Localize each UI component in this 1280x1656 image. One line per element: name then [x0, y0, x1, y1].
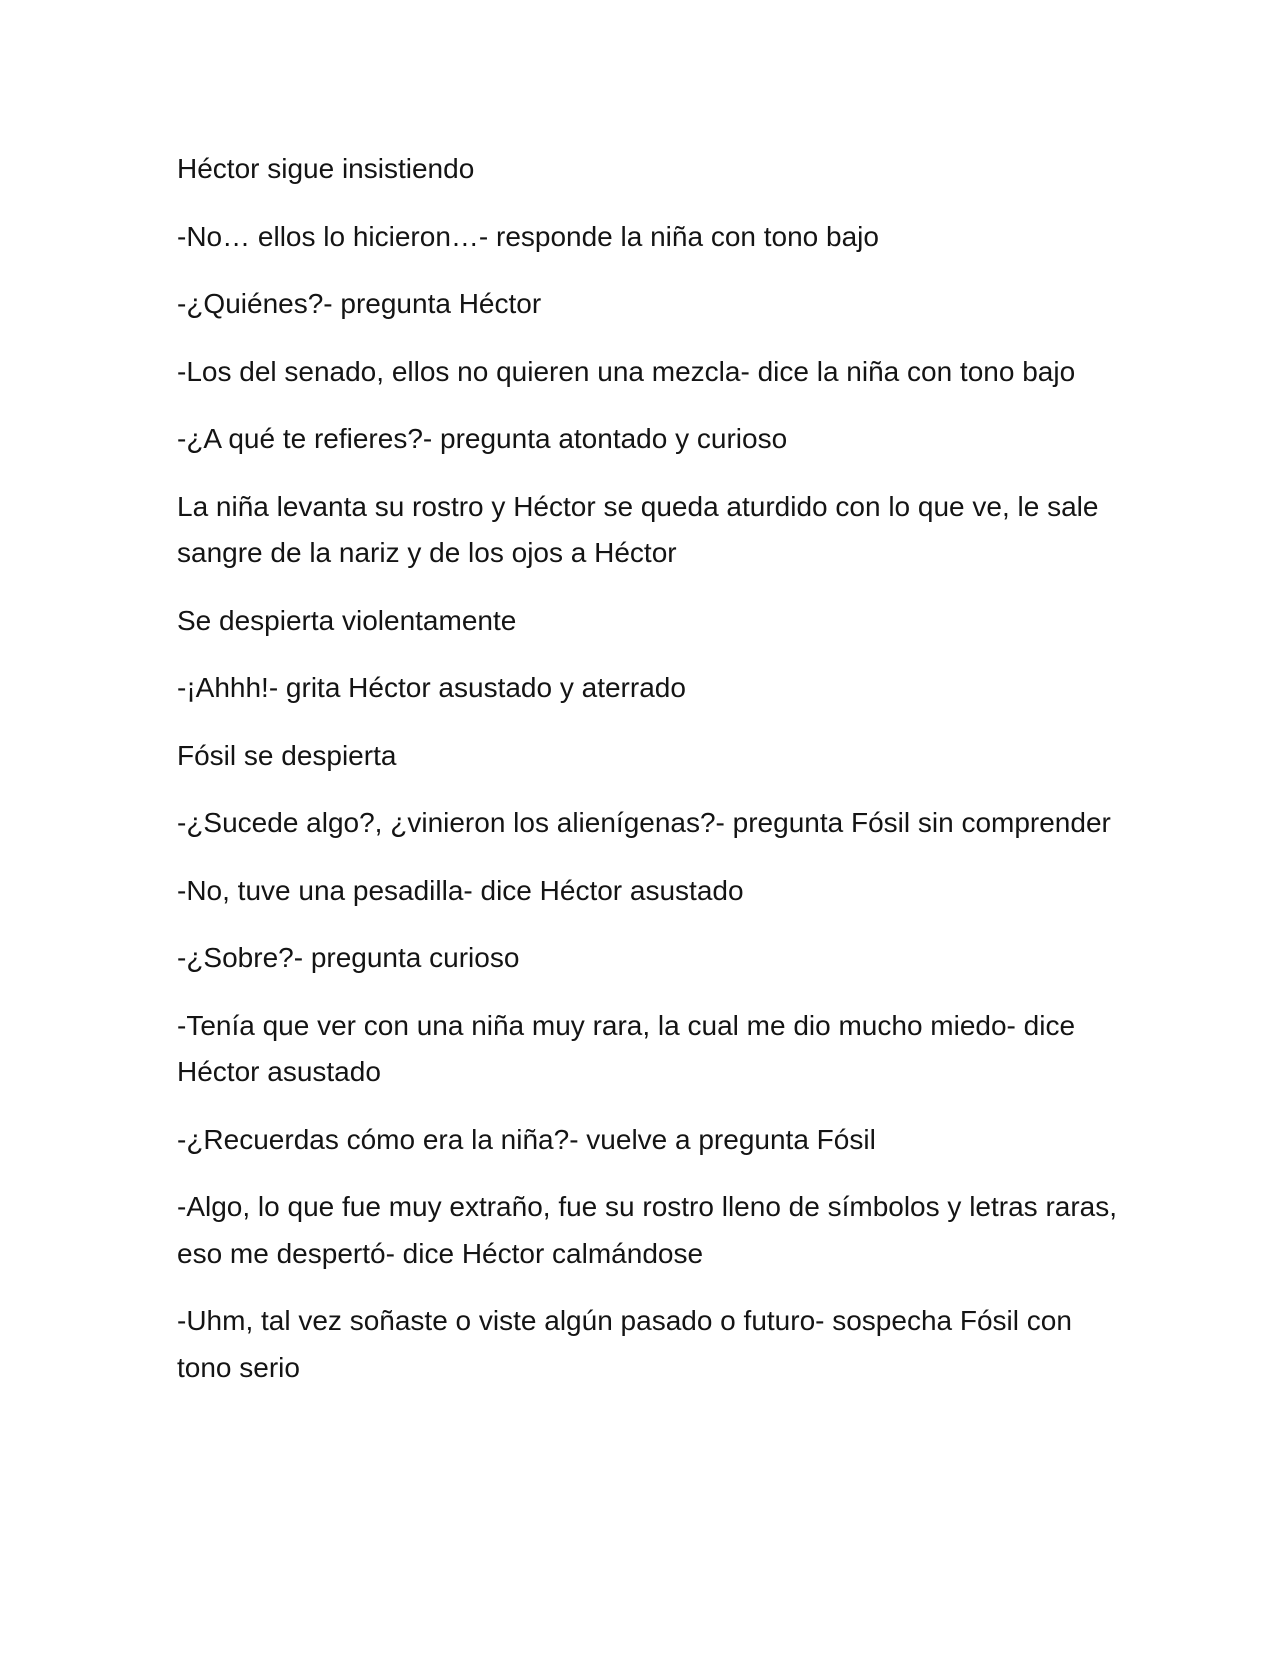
- paragraph: -Algo, lo que fue muy extraño, fue su rostro lleno de símbolos y letras raras, eso me despertó- dice Héctor calmándose: [177, 1191, 1118, 1269]
- paragraph: Se despierta violentamente: [177, 604, 517, 636]
- paragraph: -¿Recuerdas cómo era la niña?- vuelve a pregunta Fósil: [177, 1123, 876, 1155]
- paragraph: -No… ellos lo hicieron…- responde la niña con tono bajo: [177, 220, 879, 252]
- paragraph: -Uhm, tal vez soñaste o viste algún pasado o futuro- sospecha Fósil con tono serio: [177, 1305, 1072, 1383]
- paragraph: La niña levanta su rostro y Héctor se queda aturdido con lo que ve, le sale sangre de la nariz y de los ojos a Héctor: [177, 490, 1099, 568]
- paragraph: -Los del senado, ellos no quieren una mezcla- dice la niña con tono bajo: [177, 355, 1076, 387]
- document-body: [177, 146, 1117, 1412]
- paragraph: -¿Sucede algo?, ¿vinieron los alienígenas?- pregunta Fósil sin comprender: [177, 807, 1111, 838]
- paragraph: -¡Ahhh!- grita Héctor asustado y aterrado: [177, 672, 686, 703]
- paragraph: -Tenía que ver con una niña muy rara, la cual me dio mucho miedo- dice Héctor asustado: [177, 1009, 1076, 1087]
- paragraph: -¿Quiénes?- pregunta Héctor: [177, 288, 542, 319]
- paragraph: Héctor sigue insistiendo: [177, 153, 475, 184]
- paragraph: -¿Sobre?- pregunta curioso: [177, 942, 520, 973]
- paragraph: -¿A qué te refieres?- pregunta atontado y curioso: [177, 423, 788, 454]
- paragraph: Fósil se despierta: [177, 739, 397, 771]
- paragraph: -No, tuve una pesadilla- dice Héctor asustado: [177, 874, 744, 906]
